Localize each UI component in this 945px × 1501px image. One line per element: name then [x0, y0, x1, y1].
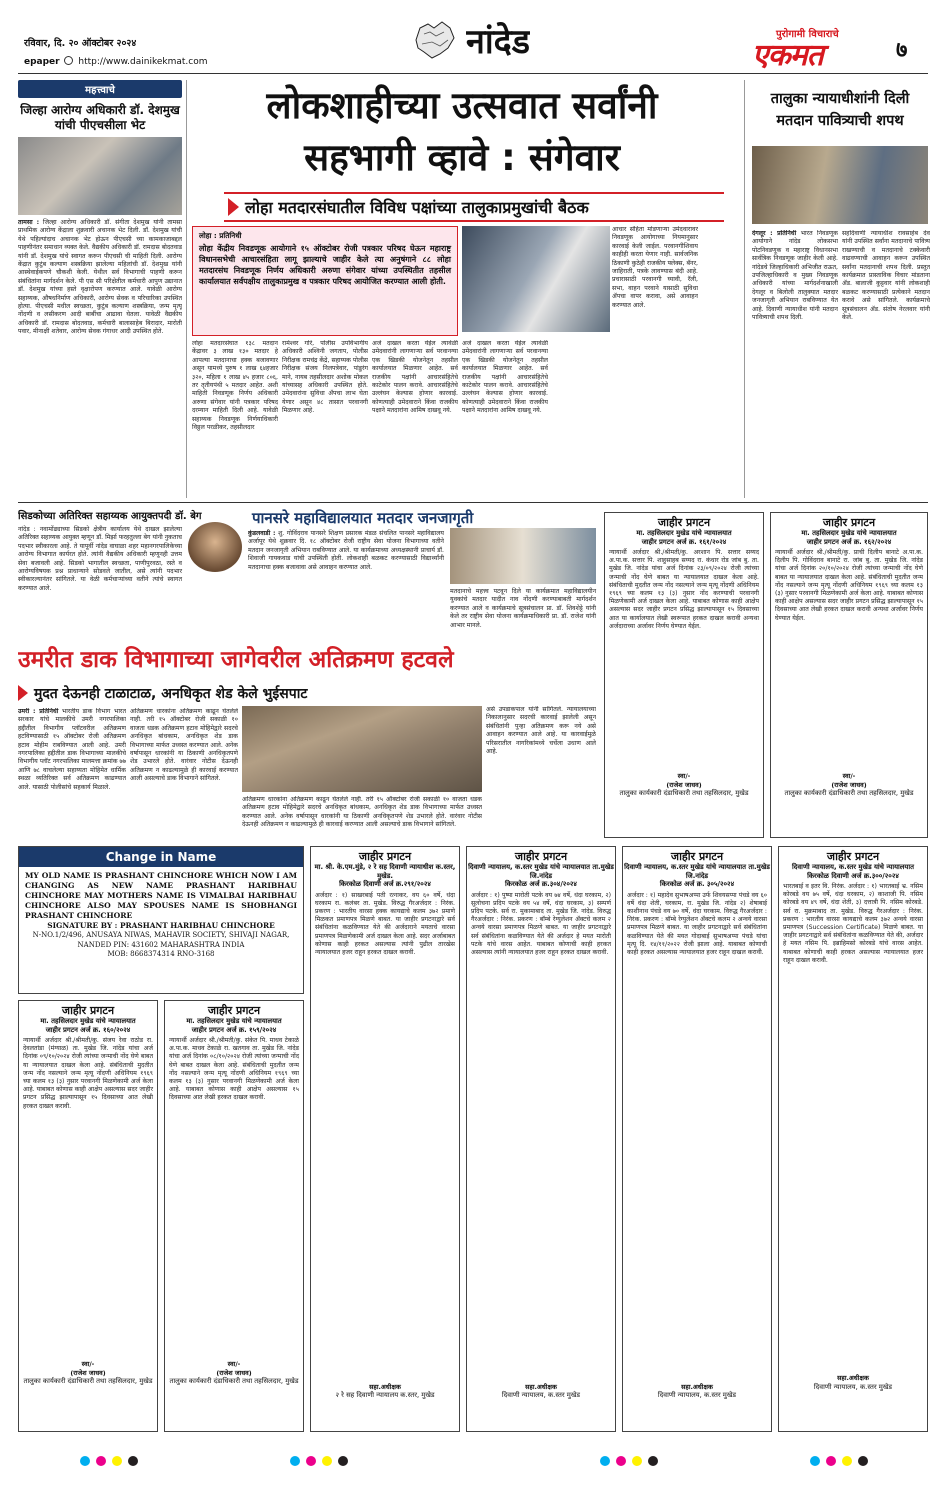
demolition-photo	[242, 706, 482, 792]
change-in-name-address: N-NO.1/2/496, ANUSAYA NIWAS, MAHAVIR SOCIETY, SHIVAJI NAGAR, NANDED PIN: 431602 MAHARASHTRA INDIA	[32, 931, 290, 949]
district-map-icon	[410, 18, 458, 62]
intro-dateline: लोहा : प्रतिनिधी	[199, 231, 242, 240]
story-body: जिल्हा आरोग्य अधिकारी डॉ. संगीता देशमुख यांनी तामसा प्राथमिक आरोग्य केंद्राला शुक्रवारी अचानक भेट दिली. डॉ. देशमुख यांची येथे पहिल्यांदाच अचानक भेट होऊन पीएचसी च्या कामकाजाबद्दल पाहणीनंतर समाधान व्यक्त केले. वैद्यकीय अधिकारी डॉ. रामदास बोदतवाड यांनी डॉ. देशमुख यांचे स्वागत करून पीएचसी ची माहिती दिली. आरोग्य केंद्रात कुटुंब कल्याण शस्त्रक्रिया झालेल्या महिलांची डॉ. देशमुख यांनी आस्थेवाईकपणे चौकशी केली. येथील सर्व विभागाची पाहणी करून संबंधितांना मार्गदर्शन केले. पी एस सी परिक्षेतील कर्मचारी आपुण उद्यानात डॉ. देशमुख यांच्या हस्ते वृक्षारोपण करण्यात आले. यावेळी आरोग्य सहाय्यक, औषधनिर्माण अधिकारी, आरोग्य सेवक व परिचारिका उपस्थित होत्या. पीएचसी मधील स्वच्छता, कुटुंब कल्याण शस्त्रक्रिया, जन्म मृत्यू नोंदणी व लसीकरण आदी बाबींचा आढावा घेतला. यावेळी वैद्यकीय अधिकारी डॉ. रामदास बोदतवाड, कर्मचारी बालासाहेब बिरादार, मारोती पवार, मीनाक्षी शतेवार, आरोग्य सेवक गंगाधर आदी उपस्थित होते.	[18, 219, 182, 336]
panasare-event-photo	[450, 528, 596, 584]
page-number: ७	[896, 38, 908, 63]
umri-subhead	[18, 682, 598, 704]
panasare-dateline: कुंडलवाडी :	[248, 530, 276, 537]
arrow-icon	[228, 198, 239, 216]
notice-body: अर्जदार : १) महादेव सुभाषअप्पा उर्फ शिवयसप्पा पंचडे वय ६० वर्षे धंदा शेती, घरकाम, रा. मुखेड जि. नांदेड २) शेषाबाई काशीनाथ पंचडे वय ७० वर्षे, धंदा घरकाम. विरुद्ध गैरअर्जदार : निरंक. प्रकरण : बॉम्बे रेग्युलेशन ॲक्टचे कलम २ अन्वये वारसा प्रमाणपत्र मिळणे बाबत. या जाहीर प्रगटनाद्वारे सर्व संबंधितांना कळविण्यात येते की मयत गोदाबाई सुभाषअप्पा पंचडे यांचा मृत्यू दि. १४/११/२०२२ रोजी झाला आहे. याबाबत कोणाची काही हरकत असल्यास न्यायालयात हजर राहून दाखल करावी.	[627, 891, 767, 956]
notice-body: न्यायार्थी अर्जदार श्री./श्रीमती/कु. प्राची दिलीप बानाटे अ.पा.क. दिलीप पि. गोविंदराव बानाटे रा. जांब बु. ता. मुखेड जि. नांदेड यांचा अर्ज दिनांक २०/१०/२०२४ रोजी त्यांच्या जन्माची नोंद घेणे बाबत या न्यायालयात दाखल केला आहे. संबंधिताची मुदतीत जन्म नोंद नसल्याने जन्म मृत्यू नोंदणी अधिनियम १९६९ च्या कलम १३ (३) नुसार परवानगी मिळणेकामी अर्ज केला आहे. याबाबत कोणास काही आक्षेप असल्यास सदर जाहीर प्रगटन प्रसिद्ध झाल्यापासून १५ दिवसाच्या आत लेखी हरकत दाखल करावी अन्यथा अर्जावर निर्णय घेण्यात येईल.	[775, 549, 923, 622]
globe-icon	[64, 56, 73, 65]
sidko-body: नांदेड : नवामोंढ्याच्या सिडको क्षेत्रीय कार्यालय येथे दाखल झालेल्या अतिरिक्त सहाय्यक आयुक्त म्हणून डॉ. मिर्झा फरहतुल्ला बेग यांनी नुकताच पदभार स्वीकारला आहे. ते यापूर्वी नांदेड वाघाळा शहर महानगरपालिकेच्या आरोग्य विभागात कार्यरत होते. त्यांनी वैद्यकीय अधिकारी म्हणूनही उत्तम सेवा बजावली आहे. सिडको भागातील स्वच्छता, पाणीपुरवठा, रस्ते व आरोग्यविषयक प्रश्न प्राधान्याने सोडवले जातील, असे त्यांनी पदभार स्वीकारल्यानंतर सांगितले. या वेळी कर्मचाऱ्यांच्या वतीने त्यांचे स्वागत करण्यात आले.	[18, 526, 182, 592]
umri-col-2b: अतिक्रमण धारकांना अतिक्रमण काढून घेतलेले नाही. तरी १५ ऑक्टोबर रोजी सकाळी १० वाजता धडक अतिक्रमण हटाव मोहिमेद्वारे सदरचे अनधिकृत बांधकाम, अनधिकृत शेड डाक विभागाच्या मार्फत उध्वस्त करण्यात आले. अनेक वर्षापासून धारकांनी या ठिकाणी अनधिकृतपणे शेड उभारले होते. वारंवार नोटीस देऊनही अतिक्रमण न काढल्यामुळे ही कारवाई करण्यात आली असल्याचे डाक विभागाने सांगितले.	[242, 796, 482, 829]
epaper-line[interactable]	[24, 56, 208, 67]
main-story-col-4: आचार संहिता मोडणाऱ्या उमेदवारावर निवडणूक आयोगाच्या नियमानुसार कारवाई केली जाईल. परवानगीशिवाय काहीही करता येणार नाही. सार्वजनिक ठिकाणी कुठेही राजकीय फ्लेक्स, बॅनर, जाहिराती, पत्रके लावण्यास बंदी आहे. प्रचारासाठी परवानगी घ्यावी, रॅली, सभा, वाहन परवाने यासाठी सुविधा ॲपचा वापर करावा, असे आवाहन करण्यात आले.	[612, 226, 698, 309]
notice-box: जाहीर प्रगटन मा. तहसिलदार मुखेड यांचे न्यायालयात जाहीर प्रगटन अर्ज क्र. १५९/२०२४ न्यायार्थी अर्जदार श्री./श्रीमती/कु. संकेत पि. माधव टेकाळे अ.पा.क. माधव टेकाळे रा. खतगाव ता. मुखेड जि. नांदेड यांचा अर्ज दिनांक ०८/१०/२०२४ रोजी त्यांच्या जन्माची नोंद घेणे बाबत दाखल केला आहे. संबंधिताची मुदतीत जन्म नोंद नसल्याने जन्म मृत्यू नोंदणी अधिनियम १९६९ च्या कलम १३ (३) नुसार परवानगी मिळणेकामी अर्ज केला आहे. याबाबत कोणास काही आक्षेप असल्यास १५ दिवसाच्या आत लेखी हरकत दाखल करावी. स्वा/- (राजेश जाधव) तालुका कार्यकारी दंडाधिकारी तथा तहसिलदार, मुखेड	[164, 1000, 304, 1432]
main-story-col-3: अर्ज दाखल करता येईल त्यावेळी उमेदवारांनी लागणाऱ्या सर्व परवानग्या एक खिडकी योजनेतून तहसील कार्यालयात मिळणार आहेत. सर्व राजकीय पक्षांनी आचारसंहितेचे काटेकोर पालन करावे. आचारसंहितेचे उल्लंघन केल्यास होणार कारवाई. कोणत्याही उमेदवाराने किंवा राजकीय पक्षाने मतदारांना आमिष दाखवू नये.	[372, 340, 458, 415]
notice-body: अर्जदार : १) पुष्पा मारोती पटके वय ७४ वर्षे, धंदा घरकाम, २) सुलोचना प्रदिप पटके वय ५४ वर्षे, धंदा घरकाम, ३) सम्पर्ण प्रदिप पटके. सर्व रा. मुकामाबाद ता. मुखेड जि. नांदेड. विरुद्ध गैरअर्जदार : निरंक. प्रकरण : बॉम्बे रेग्युलेशन ॲक्टचे कलम २ अन्वये वारसा प्रमाणपत्र मिळणे बाबत. या जाहीर प्रगटनाद्वारे सर्व संबंधितांना कळविण्यात येते की अर्जदार हे मयत मारोती पटके यांचे वारस आहेत. याबाबत कोणाची काही हरकत असल्यास त्यांनी न्यायालयात हजर राहून हरकत दाखल करावी.	[471, 891, 611, 956]
change-in-name-mobile: MOB: 8668374314 RNO-3168	[107, 950, 215, 958]
epaper-url-link[interactable]: http://www.dainikekmat.com	[78, 57, 208, 67]
notice-heading: जाहीर प्रगटन	[670, 850, 724, 863]
panasare-headline: पानसरे महाविद्यालयात मतदार जनजागृती	[252, 509, 474, 527]
umri-col-2: अतिक्रमण धारकांना अतिक्रमण काढून घेतलेले नाही. तरी १५ ऑक्टोबर रोजी सकाळी १० वाजता धडक अतिक्रमण हटाव मोहिमेद्वारे सदरचे अनधिकृत बांधकाम, अनधिकृत शेड डाक विभागाच्या मार्फत उध्वस्त करण्यात आले. अनेक वर्षापासून धारकांनी या ठिकाणी अनधिकृतपणे शेड उभारले होते. वारंवार नोटीस देऊनही अतिक्रमण न काढल्यामुळे ही कारवाई करण्यात आली असल्याचे डाक विभागाने सांगितले.	[130, 708, 238, 783]
notice-heading: जाहीर प्रगटन	[207, 1004, 261, 1017]
panasare-col-1: कुंडलवाडी : शु. गोविंदराव पानसरे शिक्षण प्रसारक मंडळ संचलित पानसरे महाविद्यालय अर्जापूर येथे शुक्रवार दि. १८ ऑक्टोबर रोजी राष्ट्रीय सेवा योजना विभागाच्या वतीने मतदान जनजागृती अभियान राबविण्यात आले. या कार्यक्रमाच्या अध्यक्षस्थानी प्राचार्य डॉ. शिवाजी गायकवाड यांची उपस्थिती होती. लोकशाही बळकट करण्यासाठी विद्यार्थ्यांनी मतदानाचा हक्क बजावावा असे आवाहन करण्यात आले.	[248, 530, 444, 571]
city-name: नांदेड	[466, 22, 530, 62]
story-kicker: महत्त्वाचे	[18, 80, 182, 98]
notice-body: न्यायार्थी अर्जदार श्री./श्रीमती/कु. संजय रेवा राठोड रा. देवलतांडा (मंग्याळ) ता. मुखेड जि. नांदेड यांचा अर्ज दिनांक ०९/१०/२०२४ रोजी त्यांच्या जन्माची नोंद घेणे बाबत या न्यायालयात दाखल केला आहे. संबंधिताची मुदतीत जन्म नोंद नसल्याने जन्म मृत्यू नोंदणी अधिनियम १९६९ च्या कलम १३ (३) नुसार परवानगी मिळणेकामी अर्ज केला आहे. याबाबत कोणास काही आक्षेप असल्यास सदर जाहीर प्रगटन प्रसिद्ध झाल्यापासून १५ दिवसाच्या आत लेखी हरकत दाखल करावी.	[23, 1037, 153, 1110]
umri-dateline: उमरी : प्रतिनिधी	[18, 708, 59, 715]
notice-heading: जाहीर प्रगटन	[514, 850, 568, 863]
oath-ceremony-photo	[752, 146, 928, 224]
notice-body: न्यायार्थी अर्जदार श्री./श्रीमती/कु. संकेत पि. माधव टेकाळे अ.पा.क. माधव टेकाळे रा. खतगाव ता. मुखेड जि. नांदेड यांचा अर्ज दिनांक ०८/१०/२०२४ रोजी त्यांच्या जन्माची नोंद घेणे बाबत दाखल केला आहे. संबंधिताची मुदतीत जन्म नोंद नसल्याने जन्म मृत्यू नोंदणी अधिनियम १९६९ च्या कलम १३ (३) नुसार परवानगी मिळणेकामी अर्ज केला आहे. याबाबत कोणास काही आक्षेप असल्यास १५ दिवसाच्या आत लेखी हरकत दाखल करावी.	[169, 1037, 299, 1102]
notice-heading: जाहीर प्रगटन	[358, 850, 412, 863]
headline-line-1: लोकशाहीच्या उत्सवात सर्वांनी	[266, 84, 658, 127]
story-dateline: तामसा :	[18, 219, 40, 226]
main-story-col-3b: अर्ज दाखल करता येईल त्यावेळी उमेदवारांनी लागणाऱ्या सर्व परवानग्या एक खिडकी योजनेतून तहसील कार्यालयात मिळणार आहेत. सर्व राजकीय पक्षांनी आचारसंहितेचे काटेकोर पालन करावे. आचारसंहितेचे उल्लंघन केल्यास होणार कारवाई. कोणत्याही उमेदवाराने किंवा राजकीय पक्षाने मतदारांना आमिष दाखवू नये.	[462, 340, 548, 415]
epaper-label: epaper	[24, 57, 60, 67]
story-headline: जिल्हा आरोग्य अधिकारी डॉ. देशमुख यांची पीएचसीला भेट	[20, 103, 180, 132]
notice-heading: जाहीर प्रगटन	[826, 850, 880, 863]
brand-logo	[752, 26, 892, 70]
main-story-headline	[192, 80, 732, 192]
brand-tagline: पुरोगामी विचाराचे	[776, 29, 839, 40]
umri-headline: उमरीत डाक विभागाच्या जागेवरील अतिक्रमण हटवले	[18, 647, 454, 673]
notice-heading: जाहीर प्रगटन	[657, 516, 711, 529]
panasare-col-2: मतदानाचे महत्त्व पटवून दिले या कार्यक्रमात महाविद्यालयीन युवकांचे मतदार यादीत नाव नोंदणी करण्याबाबती मार्गदर्शन करण्यात आले व कार्यक्रमाचे सूत्रसंचालन प्रा. डॉ. शिवशेट्टे यांनी केले तर राष्ट्रीय सेवा योजना कार्यक्रमाधिकारी प्रा. डॉ. राजेश यांनी आभार मानले.	[450, 588, 596, 629]
notice-box: जाहीर प्रगटन दिवाणी न्यायालय, क.स्तर मुखेड यांचे न्यायालयात ता.मुखेड जि.नांदेड किरकोळ अर्ज क्र.३०४/२०२४ अर्जदार : १) पुष्पा मारोती पटके वय ७४ वर्षे, धंदा घरकाम, २) सुलोचना प्रदिप पटके वय ५४ वर्षे, धंदा घरकाम, ३) सम्पर्ण प्रदिप पटके. सर्व रा. मुकामाबाद ता. मुखेड जि. नांदेड. विरुद्ध गैरअर्जदार : निरंक. प्रकरण : बॉम्बे रेग्युलेशन ॲक्टचे कलम २ अन्वये वारसा प्रमाणपत्र मिळणे बाबत. या जाहीर प्रगटनाद्वारे सर्व संबंधितांना कळविण्यात येते की अर्जदार हे मयत मारोती पटके यांचे वारस आहेत. याबाबत कोणाची काही हरकत असल्यास त्यांनी न्यायालयात हजर राहून हरकत दाखल करावी. सहा.अधीक्षक दिवाणी न्यायालय, क.स्तर मुखेड	[466, 846, 616, 1432]
panasare-story	[248, 508, 598, 638]
oath-body-1: भारत निवडणूक आयोगाने नांदेड लोकसभा पोटनिवडणूक व महाराष्ट्र विधानसभा सार्वत्रिक निवडणूक जाहीर केली आहे. नांदेडचे जिल्हाधिकारी अभिजीत राऊत, उपजिल्हाधिकारी व मुख्य निवडणूक अधिकारी यांच्या मार्गदर्शनाखाली देगलूर व बिलोली तालुक्यात मतदार जनजागृती अभियान राबविण्यात येत आहे. दिवाणी न्यायाधीश यांनी मतदान पावित्र्याची शपथ दिली.	[752, 230, 838, 322]
notice-box: जाहीर प्रगटन दिवाणी न्यायालय, क.स्तर मुखेड यांचे न्यायालयात ता.मुखेड जि.नांदेड किरकोळ अर्ज क्र. ३०५/२०२४ अर्जदार : १) महादेव सुभाषअप्पा उर्फ शिवयसप्पा पंचडे वय ६० वर्षे धंदा शेती, घरकाम, रा. मुखेड जि. नांदेड २) शेषाबाई काशीनाथ पंचडे वय ७० वर्षे, धंदा घरकाम. विरुद्ध गैरअर्जदार : निरंक. प्रकरण : बॉम्बे रेग्युलेशन ॲक्टचे कलम २ अन्वये वारसा प्रमाणपत्र मिळणे बाबत. या जाहीर प्रगटनाद्वारे सर्व संबंधितांना कळविण्यात येते की मयत गोदाबाई सुभाषअप्पा पंचडे यांचा मृत्यू दि. १४/११/२०२२ रोजी झाला आहे. याबाबत कोणाची काही हरकत असल्यास न्यायालयात हजर राहून दाखल करावी. सहा.अधीक्षक दिवाणी न्यायालय, क.स्तर मुखेड	[622, 846, 772, 1432]
left-story	[18, 80, 182, 520]
main-story-col-2: रामेश्वर गोरे, पोलीस उपविभागीय अधिकारी अश्विनी जगताप, पोलीस निरीक्षक रामचंद्र केंद्रे, सहाय्यक पोलीस निरीक्षक संजय निलपत्रेवार, पांडुरंग माने, नायब तहसीलदार अशोक मोकल यांच्यासह अधिकारी उपस्थित होते. उमेदवारांना सुविधा ॲपचा लाभ घेता येणार असून ४८ तासात परवानगी मिळणार आहे.	[282, 340, 368, 415]
umri-col-1: उमरी : प्रतिनिधी भारतीय डाक विभाग भारत सरकार यांचे मालकीचे उमरी नगरपालिका हद्दीतील विभागीय प्लॉटवरील अतिक्रमण हटविण्यासाठी १५ ऑक्टोबर रोजी अतिक्रमण हटाव मोहीम राबविण्यात आली आहे. उमरी नगरपालिका हद्दीतील डाक विभागाच्या मालकीचे विभागीय प्लॉट नगरपालिका मालमत्ता क्रमांक ७७ आणि ७८ वाचलेल्या सहाय्यता मोहिमेत धार्मिक स्थळा व्यतिरिक्त सर्व अतिक्रमण काढण्यात आले. यासाठी पोलीसांचे सहकार्य मिळाले.	[18, 708, 126, 791]
sidko-portrait-photo	[188, 522, 242, 572]
notice-heading: जाहीर प्रगटन	[61, 1004, 115, 1017]
intro-text: लोहा केंद्रीय निवडणूक आयोगाने १५ ऑक्टोबर रोजी पत्रकार परिषद घेऊन महाराष्ट्र विधानसभेची आचारसंहिता लागू झाल्याचे जाहीर केले त्या अनुषंगाने ८८ लोहा मतदारसंघ निवडणूक निर्णय अधिकारी अरुणा संगेवार यांच्या उपस्थितीत तहसील कार्यालयात सर्वपक्षीय तालुकाप्रमुख व पत्रकार परिषद आयोजित करण्यात आली होती.	[199, 244, 451, 286]
issue-date: रविवार, दि. २० ऑक्टोबर २०२४	[24, 38, 137, 49]
notice-box: जाहीर प्रगटन मा. तहसिलदार मुखेड यांचे न्यायालयात जाहीर प्रगटन अर्ज क्र. १६२/२०२४ न्यायार्थी अर्जदार श्री./श्रीमती/कु. प्राची दिलीप बानाटे अ.पा.क. दिलीप पि. गोविंदराव बानाटे रा. जांब बु. ता. मुखेड जि. नांदेड यांचा अर्ज दिनांक २०/१०/२०२४ रोजी त्यांच्या जन्माची नोंद घेणे बाबत या न्यायालयात दाखल केला आहे. संबंधिताची मुदतीत जन्म नोंद नसल्याने जन्म मृत्यू नोंदणी अधिनियम १९६९ च्या कलम १३ (३) नुसार परवानगी मिळणेकामी अर्ज केला आहे. याबाबत कोणास काही आक्षेप असल्यास सदर जाहीर प्रगटन प्रसिद्ध झाल्यापासून १५ दिवसाच्या आत लेखी हरकत दाखल करावी अन्यथा अर्जावर निर्णय घेण्यात येईल. स्वा/- (राजेश जाधव) तालुका कार्यकारी दंडाधिकारी तथा तहसिलदार, मुखेड	[770, 512, 928, 838]
oath-col-2: सहदिवाणी न्यायाधीश रावसाहेब देव यांनी उपस्थित सर्वांना मतदानाचे पावित्र्य राखण्याची व मतदानाचे टक्केवारी वाढवण्याची आवाहन करून उपस्थित सर्वांना मतदानाची शपथ दिली. प्रस्तुत कार्यक्रमात प्रास्ताविक विचार मांडताना ॲड. बालाजी कुट्टवार यांनी लोकशाही बळकट करण्यासाठी प्रत्येकाने मतदान करावे असे सांगितले. कार्यक्रमाचे सूत्रसंचालन ॲड. संतोष नेरलवार यांनी केले.	[842, 230, 930, 322]
notice-box: जाहीर प्रगटन मा. श्री. के.एम.मुंडे, २ रे सह दिवाणी न्यायाधीश क.स्तर, मुखेड. किरकोळ दिवाणी अर्ज क्र.२९१/२०२४ अर्जदार : १) साखरबाई पती रत्नाकर, वय ६० वर्षे, धंदा घरकाम रा. कलंबर ता. मुखेड. विरुद्ध गैरअर्जदार : निरंक. प्रकरण : भारतीय वारसा हक्क कायद्याचे कलम ३७२ प्रमाणे मिळकत प्रमाणपत्र मिळणे बाबत. या जाहीर प्रगटनाद्वारे सर्व संबंधितांना कळविण्यात येते की अर्जदाराने मयताचे वारसा प्रमाणपत्र मिळणेकामी अर्ज दाखल केला आहे. सदर अर्जाबाबत कोणास काही हरकत असल्यास त्यांनी पुढील तारखेस न्यायालयात हजर राहून हरकत दाखल करावी. सहा.अधीक्षक २ रे सह दिवाणी न्यायालय क.स्तर, मुखेड	[310, 846, 460, 1432]
notice-body: अर्जदार : १) साखरबाई पती रत्नाकर, वय ६० वर्षे, धंदा घरकाम रा. कलंबर ता. मुखेड. विरुद्ध गैरअर्जदार : निरंक. प्रकरण : भारतीय वारसा हक्क कायद्याचे कलम ३७२ प्रमाणे मिळकत प्रमाणपत्र मिळणे बाबत. या जाहीर प्रगटनाद्वारे सर्व संबंधितांना कळविण्यात येते की अर्जदाराने मयताचे वारसा प्रमाणपत्र मिळणेकामी अर्ज दाखल केला आहे. सदर अर्जाबाबत कोणास काही हरकत असल्यास त्यांनी पुढील तारखेस न्यायालयात हजर राहून हरकत दाखल करावी.	[315, 891, 455, 956]
notice-box: जाहीर प्रगटन दिवाणी न्यायालय, क.स्तर मुखेड यांचे न्यायालयात किरकोळ दिवाणी अर्ज क्र.३००/२०२४ भारतबाई व इतर वि. निरंक. अर्जदार : १) भारतबाई भ्र. नसिम कोरबडे वय ७५ वर्षे, धंदा घरकाम, २) काशाजी पि. नसिम कोरबडे वय ४९ वर्षे, धंदा शेती, ३) दत्तात्री पि. नसिम कोरबडे. सर्व रा. मुक्रमाबाद ता. मुखेड. विरुद्ध गैरअर्जदार : निरंक. प्रकरण : भारतीय वारसा कायद्याचे कलम ३७२ अन्वये वारसा प्रमाणपत्र (Succession Certificate) मिळणे बाबत. या जाहीर प्रगटनाद्वारे सर्व संबंधितांना कळविण्यात येते की, अर्जदार हे मयत नसिम पि. इब्राहिमसो कोरबडे यांचे वारस आहेत. याबाबत कोणाची काही हरकत असल्यास न्यायालयात हजर राहून दाखल करावी. सहा.अधीक्षक दिवाणी न्यायालय, क.स्तर मुखेड	[778, 846, 928, 1432]
subhead-text: लोहा मतदारसंघातील विविध पक्षांच्या तालुकाप्रमुखांची बैठक	[245, 198, 589, 217]
masthead	[0, 0, 945, 74]
headline-line-2: सहभागी व्हावे : संगेवार	[304, 136, 620, 179]
arrow-icon	[18, 685, 28, 701]
notice-box: जाहीर प्रगटन मा. तहसिलदार मुखेड यांचे न्यायालयात जाहीर प्रगटन अर्ज क्र. १६०/२०२४ न्यायार्थी अर्जदार श्री./श्रीमती/कु. संजय रेवा राठोड रा. देवलतांडा (मंग्याळ) ता. मुखेड जि. नांदेड यांचा अर्ज दिनांक ०९/१०/२०२४ रोजी त्यांच्या जन्माची नोंद घेणे बाबत या न्यायालयात दाखल केला आहे. संबंधिताची मुदतीत जन्म नोंद नसल्याने जन्म मृत्यू नोंदणी अधिनियम १९६९ च्या कलम १३ (३) नुसार परवानगी मिळणेकामी अर्ज केला आहे. याबाबत कोणास काही आक्षेप असल्यास सदर जाहीर प्रगटन प्रसिद्ध झाल्यापासून १५ दिवसाच्या आत लेखी हरकत दाखल करावी. स्वा/- (राजेश जाधव) तालुका कार्यकारी दंडाधिकारी तथा तहसिलदार, मुखेड	[18, 1000, 158, 1432]
notice-heading: जाहीर प्रगटन	[822, 516, 876, 529]
oath-col-1	[752, 230, 838, 500]
change-in-name-heading: Change in Name	[19, 847, 303, 867]
oath-story-headline	[750, 88, 930, 144]
registration-marks	[0, 1446, 945, 1476]
change-in-name-body: MY OLD NAME IS PRASHANT CHINCHORE WHICH NOW I AM CHANGING AS NEW NAME PRASHANT HARIBHAU CHINCHORE MAY MOTHERS NAME IS VIMALBAI HARIBHAU CHINCHORE ALSO MAY SPOUSES NAME IS SHOBHANGI PRASHANT CHINCHORE	[25, 871, 297, 920]
oath-headline-line-2: मतदान पावित्र्याची शपथ	[776, 113, 904, 129]
brand-name: एकमत	[752, 38, 823, 70]
main-story-col-1: लोहा मतदारसंघात १३८ मतदान केंद्रावर ३ लाख १३० मतदार हे आपल्या मतदानाचा हक्क बजावणार असून यामध्ये पुरुष १ लाख ६४हजार ३२०, महिला १ लाख ४५ हजार ८०६, तर तृतीयपंथी ५ मतदार आहेत. अशी माहिती निवडणूक निर्णय अधिकारी अरुणा संगेवार यांनी पत्रकार परिषद दरम्यान माहिती दिली आहे. यावेळी सहाय्यक निवडणूक निर्णयाधिकारी विठ्ठल परळीकर, तहसीलदार	[192, 340, 278, 432]
oath-headline-line-1: तालुका न्यायाधीशांनी दिली	[770, 91, 910, 107]
change-in-name-signature: SIGNATURE BY : PRASHANT HARIBHAU CHINCHORE	[47, 921, 275, 930]
main-story-intro-box	[192, 226, 458, 336]
change-in-name-box	[18, 846, 304, 994]
sidko-headline: सिडकोच्या अतिरिक्त सहाय्यक आयुक्तपदी डॉ. बेग	[18, 511, 202, 522]
umri-subhead-text: मुदत देऊनही टाळाटाळ, अनधिकृत शेड केले भुईसपाट	[34, 685, 308, 702]
notice-box: जाहीर प्रगटन मा. तहसिलदार मुखेड यांचे न्यायालयात जाहीर प्रगटन अर्ज क्र. १६१/२०२४ न्यायार्थी अर्जदार श्री./श्रीमती/कु. अरशान पि. सत्तार सय्यद अ.पा.क. सत्तार पि. शाहुसाहब सय्यद रा. कंधार रोड जांब बु. ता. मुखेड जि. नांदेड यांचा अर्ज दिनांक २३/०९/२०२४ रोजी त्यांच्या जन्माची नोंद घेणे बाबत या न्यायालयात दाखल केला आहे. संबंधिताची मुदतीत जन्म नोंद नसल्याने जन्म मृत्यू नोंदणी अधिनियम १९६९ च्या कलम १३ (३) नुसार नोंद करण्याची परवानगी मिळणेकामी अर्ज दाखल केला आहे. याबाबत कोणास काही आक्षेप असल्यास सदर जाहीर प्रगटन प्रसिद्ध झाल्यापासून १५ दिवसाच्या आत या कार्यालयात लेखी स्वरूपात हरकत दाखल करावी अन्यथा अर्जदाराच्या अर्जावर निर्णय घेण्यात येईल. स्वा/- (राजेश जाधव) तालुका कार्यकारी दंडाधिकारी तथा तहसिलदार, मुखेड	[604, 512, 764, 838]
main-story-subhead	[224, 192, 724, 222]
health-visit-photo	[18, 137, 182, 215]
umri-col-3: असे उपडाकपाल यांनी सांगितले. न्यायालयाच्या निकालानुसार सदरची कारवाई झालेली असून संबंधितांनी पुन्हा अतिक्रमण करू नये असे आवाहन करण्यात आले आहे. या कारवाईमुळे परिसरातील नागरिकांमध्ये चर्चेला उधाण आले आहे.	[486, 706, 596, 756]
notice-body: भारतबाई व इतर वि. निरंक. अर्जदार : १) भारतबाई भ्र. नसिम कोरबडे वय ७५ वर्षे, धंदा घरकाम, २) काशाजी पि. नसिम कोरबडे वय ४९ वर्षे, धंदा शेती, ३) दत्तात्री पि. नसिम कोरबडे. सर्व रा. मुक्रमाबाद ता. मुखेड. विरुद्ध गैरअर्जदार : निरंक. प्रकरण : भारतीय वारसा कायद्याचे कलम ३७२ अन्वये वारसा प्रमाणपत्र (Succession Certificate) मिळणे बाबत. या जाहीर प्रगटनाद्वारे सर्व संबंधितांना कळविण्यात येते की, अर्जदार हे मयत नसिम पि. इब्राहिमसो कोरबडे यांचे वारस आहेत. याबाबत कोणाची काही हरकत असल्यास न्यायालयात हजर राहून दाखल करावी.	[783, 883, 923, 964]
evm-photo	[462, 226, 610, 332]
oath-dateline: देगलूर : प्रतिनिधी	[752, 230, 797, 237]
sidko-story	[18, 508, 242, 638]
notice-body: न्यायार्थी अर्जदार श्री./श्रीमती/कु. अरशान पि. सत्तार सय्यद अ.पा.क. सत्तार पि. शाहुसाहब सय्यद रा. कंधार रोड जांब बु. ता. मुखेड जि. नांदेड यांचा अर्ज दिनांक २३/०९/२०२४ रोजी त्यांच्या जन्माची नोंद घेणे बाबत या न्यायालयात दाखल केला आहे. संबंधिताची मुदतीत जन्म नोंद नसल्याने जन्म मृत्यू नोंदणी अधिनियम १९६९ च्या कलम १३ (३) नुसार नोंद करण्याची परवानगी मिळणेकामी अर्ज दाखल केला आहे. याबाबत कोणास काही आक्षेप असल्यास सदर जाहीर प्रगटन प्रसिद्ध झाल्यापासून १५ दिवसाच्या आत या कार्यालयात लेखी स्वरूपात हरकत दाखल करावी अन्यथा अर्जदाराच्या अर्जावर निर्णय घेण्यात येईल.	[609, 549, 759, 630]
